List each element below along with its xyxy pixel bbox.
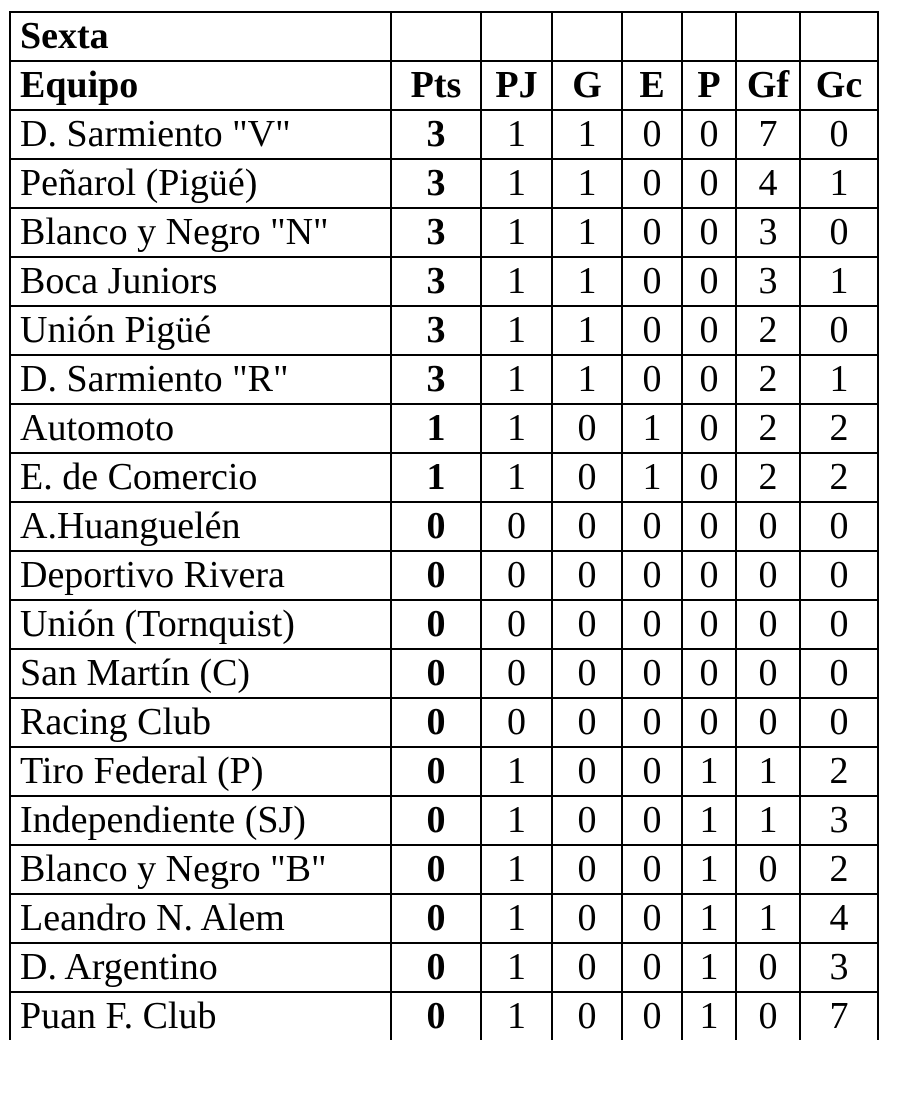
cell-gc: 0 <box>800 551 878 600</box>
cell-pj: 1 <box>481 453 552 502</box>
cell-p: 1 <box>682 845 736 894</box>
cell-pj: 0 <box>481 502 552 551</box>
header-gc: Gc <box>800 61 878 110</box>
empty-cell <box>391 12 481 61</box>
cell-team: Unión (Tornquist) <box>10 600 391 649</box>
cell-pj: 1 <box>481 796 552 845</box>
table-row <box>10 551 878 600</box>
cell-gc: 7 <box>800 992 878 1040</box>
empty-cell <box>800 12 878 61</box>
cell-p: 0 <box>682 600 736 649</box>
table-title: Sexta <box>10 12 391 61</box>
cell-team: Automoto <box>10 404 391 453</box>
cell-team: Puan F. Club <box>10 992 391 1040</box>
cell-pj: 1 <box>481 306 552 355</box>
cell-gf: 2 <box>736 404 800 453</box>
cell-team: D. Sarmiento "V" <box>10 110 391 159</box>
table-row <box>10 943 878 992</box>
header-pj: PJ <box>481 61 552 110</box>
cell-e: 0 <box>622 306 682 355</box>
cell-p: 1 <box>682 894 736 943</box>
cell-gc: 1 <box>800 355 878 404</box>
cell-pj: 0 <box>481 600 552 649</box>
empty-cell <box>736 12 800 61</box>
cell-e: 0 <box>622 551 682 600</box>
header-gf: Gf <box>736 61 800 110</box>
cell-pj: 1 <box>481 257 552 306</box>
table-row <box>10 698 878 747</box>
cell-g: 1 <box>552 159 622 208</box>
cell-pts: 3 <box>391 306 481 355</box>
header-g: G <box>552 61 622 110</box>
table-row <box>10 600 878 649</box>
cell-pts: 0 <box>391 551 481 600</box>
cell-p: 0 <box>682 306 736 355</box>
header-pts: Pts <box>391 61 481 110</box>
cell-e: 1 <box>622 453 682 502</box>
cell-team: D. Argentino <box>10 943 391 992</box>
cell-g: 0 <box>552 747 622 796</box>
cell-e: 0 <box>622 747 682 796</box>
cell-gc: 4 <box>800 894 878 943</box>
table-body <box>10 12 878 1040</box>
table-row <box>10 747 878 796</box>
cell-p: 1 <box>682 747 736 796</box>
cell-gc: 2 <box>800 404 878 453</box>
table-row <box>10 649 878 698</box>
header-e: E <box>622 61 682 110</box>
cell-e: 0 <box>622 208 682 257</box>
cell-gf: 4 <box>736 159 800 208</box>
cell-e: 0 <box>622 796 682 845</box>
cell-gf: 0 <box>736 845 800 894</box>
cell-pts: 3 <box>391 159 481 208</box>
cell-gc: 0 <box>800 649 878 698</box>
cell-p: 1 <box>682 943 736 992</box>
header-p: P <box>682 61 736 110</box>
cell-p: 0 <box>682 110 736 159</box>
header-row <box>10 61 878 110</box>
cell-gf: 3 <box>736 208 800 257</box>
cell-p: 0 <box>682 159 736 208</box>
cell-pj: 1 <box>481 992 552 1040</box>
cell-pts: 0 <box>391 845 481 894</box>
cell-pj: 1 <box>481 159 552 208</box>
cell-pj: 1 <box>481 943 552 992</box>
cell-pj: 1 <box>481 894 552 943</box>
cell-pts: 3 <box>391 110 481 159</box>
cell-g: 0 <box>552 796 622 845</box>
cell-gc: 0 <box>800 600 878 649</box>
cell-e: 0 <box>622 649 682 698</box>
cell-pts: 0 <box>391 796 481 845</box>
cell-gf: 2 <box>736 306 800 355</box>
cell-pj: 0 <box>481 698 552 747</box>
cell-g: 1 <box>552 110 622 159</box>
cell-team: Unión Pigüé <box>10 306 391 355</box>
cell-pts: 0 <box>391 943 481 992</box>
table-row <box>10 110 878 159</box>
cell-gc: 2 <box>800 845 878 894</box>
cell-e: 1 <box>622 404 682 453</box>
table-row <box>10 257 878 306</box>
table-row <box>10 355 878 404</box>
standings-table <box>9 11 879 1040</box>
cell-pts: 0 <box>391 894 481 943</box>
table-row <box>10 502 878 551</box>
table-row <box>10 453 878 502</box>
cell-g: 0 <box>552 502 622 551</box>
cell-pj: 1 <box>481 208 552 257</box>
cell-p: 0 <box>682 208 736 257</box>
cell-gf: 7 <box>736 110 800 159</box>
cell-pj: 1 <box>481 404 552 453</box>
cell-g: 1 <box>552 208 622 257</box>
cell-team: D. Sarmiento "R" <box>10 355 391 404</box>
cell-p: 0 <box>682 649 736 698</box>
cell-team: E. de Comercio <box>10 453 391 502</box>
cell-gf: 1 <box>736 796 800 845</box>
cell-g: 0 <box>552 600 622 649</box>
cell-e: 0 <box>622 943 682 992</box>
cell-g: 0 <box>552 992 622 1040</box>
table-row <box>10 894 878 943</box>
cell-team: Tiro Federal (P) <box>10 747 391 796</box>
cell-p: 0 <box>682 355 736 404</box>
cell-pts: 3 <box>391 355 481 404</box>
cell-gf: 0 <box>736 649 800 698</box>
cell-gf: 0 <box>736 943 800 992</box>
cell-team: San Martín (C) <box>10 649 391 698</box>
cell-gc: 2 <box>800 453 878 502</box>
cell-g: 0 <box>552 845 622 894</box>
cell-g: 1 <box>552 257 622 306</box>
cell-team: Blanco y Negro "N" <box>10 208 391 257</box>
cell-pts: 0 <box>391 992 481 1040</box>
cell-e: 0 <box>622 257 682 306</box>
cell-pj: 1 <box>481 845 552 894</box>
cell-gc: 0 <box>800 502 878 551</box>
table-title-row <box>10 12 878 61</box>
cell-e: 0 <box>622 845 682 894</box>
cell-e: 0 <box>622 698 682 747</box>
cell-gc: 0 <box>800 698 878 747</box>
cell-e: 0 <box>622 110 682 159</box>
cell-team: Leandro N. Alem <box>10 894 391 943</box>
cell-g: 0 <box>552 943 622 992</box>
table-row <box>10 796 878 845</box>
cell-pts: 1 <box>391 453 481 502</box>
cell-gf: 2 <box>736 355 800 404</box>
cell-p: 0 <box>682 453 736 502</box>
cell-gf: 0 <box>736 502 800 551</box>
cell-gf: 0 <box>736 551 800 600</box>
cell-gf: 1 <box>736 894 800 943</box>
cell-gc: 0 <box>800 306 878 355</box>
cell-gf: 1 <box>736 747 800 796</box>
cell-pts: 1 <box>391 404 481 453</box>
cell-team: A.Huanguelén <box>10 502 391 551</box>
cell-gf: 2 <box>736 453 800 502</box>
table-row <box>10 306 878 355</box>
table-row <box>10 208 878 257</box>
table-row <box>10 159 878 208</box>
cell-p: 1 <box>682 992 736 1040</box>
cell-pts: 0 <box>391 600 481 649</box>
table-row <box>10 404 878 453</box>
table-row <box>10 992 878 1040</box>
cell-p: 1 <box>682 796 736 845</box>
cell-pts: 3 <box>391 257 481 306</box>
cell-g: 0 <box>552 698 622 747</box>
cell-g: 0 <box>552 894 622 943</box>
cell-gc: 3 <box>800 796 878 845</box>
cell-gf: 0 <box>736 600 800 649</box>
cell-e: 0 <box>622 502 682 551</box>
cell-p: 0 <box>682 502 736 551</box>
header-equipo: Equipo <box>10 61 391 110</box>
cell-team: Blanco y Negro "B" <box>10 845 391 894</box>
cell-gf: 0 <box>736 698 800 747</box>
cell-g: 0 <box>552 404 622 453</box>
cell-pj: 0 <box>481 649 552 698</box>
cell-e: 0 <box>622 600 682 649</box>
empty-cell <box>481 12 552 61</box>
cell-pj: 1 <box>481 110 552 159</box>
table-row <box>10 845 878 894</box>
cell-pts: 0 <box>391 502 481 551</box>
cell-gc: 1 <box>800 257 878 306</box>
cell-p: 0 <box>682 257 736 306</box>
cell-team: Peñarol (Pigüé) <box>10 159 391 208</box>
cell-e: 0 <box>622 894 682 943</box>
cell-pj: 1 <box>481 355 552 404</box>
cell-gc: 2 <box>800 747 878 796</box>
cell-team: Independiente (SJ) <box>10 796 391 845</box>
cell-pts: 0 <box>391 698 481 747</box>
cell-gf: 3 <box>736 257 800 306</box>
cell-g: 1 <box>552 355 622 404</box>
cell-team: Deportivo Rivera <box>10 551 391 600</box>
cell-gc: 0 <box>800 110 878 159</box>
cell-pj: 1 <box>481 747 552 796</box>
cell-pts: 3 <box>391 208 481 257</box>
cell-p: 0 <box>682 551 736 600</box>
cell-team: Racing Club <box>10 698 391 747</box>
empty-cell <box>682 12 736 61</box>
cell-gc: 0 <box>800 208 878 257</box>
cell-g: 0 <box>552 551 622 600</box>
cell-pts: 0 <box>391 649 481 698</box>
cell-p: 0 <box>682 404 736 453</box>
cell-gc: 3 <box>800 943 878 992</box>
cell-e: 0 <box>622 992 682 1040</box>
cell-g: 0 <box>552 649 622 698</box>
cell-team: Boca Juniors <box>10 257 391 306</box>
empty-cell <box>622 12 682 61</box>
cell-gc: 1 <box>800 159 878 208</box>
cell-gf: 0 <box>736 992 800 1040</box>
cell-pj: 0 <box>481 551 552 600</box>
cell-g: 0 <box>552 453 622 502</box>
empty-cell <box>552 12 622 61</box>
cell-pts: 0 <box>391 747 481 796</box>
cell-e: 0 <box>622 355 682 404</box>
cell-p: 0 <box>682 698 736 747</box>
cell-g: 1 <box>552 306 622 355</box>
cell-e: 0 <box>622 159 682 208</box>
